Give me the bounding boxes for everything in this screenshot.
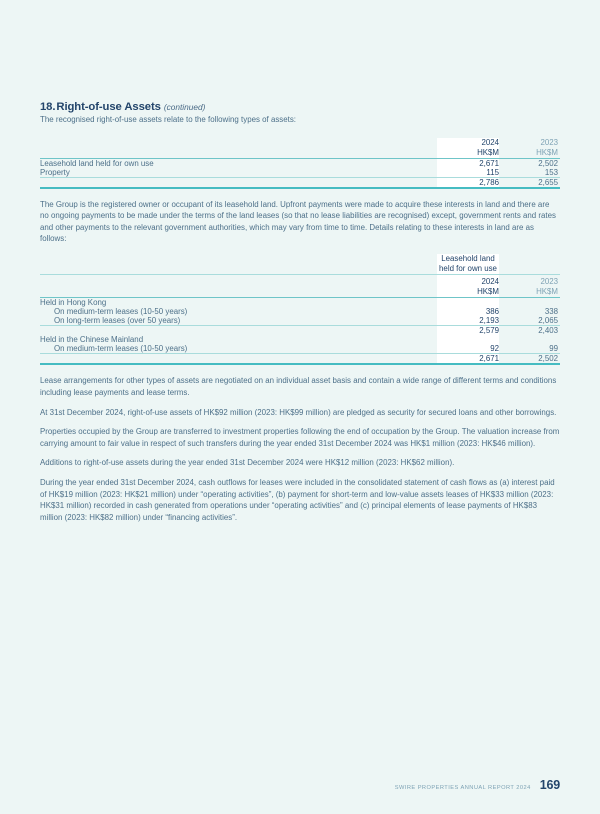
table1-header-blank [40,138,437,148]
right-of-use-assets-table [40,138,560,189]
table1-row1-2024: 115 [437,168,499,178]
table2-section1-heading: Held in the Chinese Mainland [40,335,144,345]
table2-s0-row1-2024: 2,193 [437,316,499,326]
table2-col-2024-year: 2024 [437,277,499,287]
note-title: Right-of-use Assets [56,101,161,113]
table1-unit-blank [40,148,437,159]
table2-col-2023-unit: HK$M [536,287,558,297]
leasehold-land-explanation [40,199,560,245]
table2-s0-row1-label: On long-term leases (over 50 years) [54,316,181,326]
table2-span-header-spill [499,254,560,264]
table1-total-2023: 2,655 [499,177,560,188]
page-title [40,0,560,114]
table2-section1-heading-2023 [499,335,560,344]
table2-total-label [40,354,437,365]
footer-report-title: SWIRE PROPERTIES ANNUAL REPORT 2024 [394,785,531,791]
table1-total-2024: 2,786 [437,177,499,188]
table2-total-2023: 2,502 [499,354,560,365]
table1-row0-label: Leasehold land held for own use [40,158,437,168]
paragraph-4: Additions to right-of-use assets during the year ended 31st December 2024 were HK$12 million (2023: HK$62 million). [40,458,455,468]
table2-span-header-row [40,254,560,264]
table1-total-row [40,177,560,188]
paragraph-1: Lease arrangements for other types of assets are negotiated on an individual asset basis and contain a wide range of different terms and conditions including lease payments and lease terms. [40,376,557,397]
table2-s0-row1-2023: 2,065 [538,316,558,326]
table2-section0-heading-2023 [499,298,560,308]
table2-s0-subtotal-2023: 2,403 [499,326,560,336]
table2-col-2024-unit: HK$M [437,287,499,298]
table-row [40,168,560,178]
table1-col-2024-year: 2024 [437,138,499,148]
leasehold-land-breakdown-table [40,254,560,365]
table2-span-blank2 [40,264,437,275]
table2-total-2024: 2,671 [437,354,499,365]
table1-col-2023-unit: HK$M [536,147,558,157]
table2-section1-heading-row [40,335,560,344]
table1-header-row [40,138,560,148]
table2-section1-heading-2024 [437,335,499,344]
table1-total-label [40,177,437,188]
table2-span-blank [40,254,437,264]
table1-row0-2023: 2,502 [499,158,560,168]
paragraph-2: At 31st December 2024, right-of-use assets of HK$92 million (2023: HK$99 million) are pledged as security for secured loans and other borrowings. [40,407,557,417]
table2-s0-subtotal-label [40,326,437,336]
table2-s1-row0-label: On medium-term leases (10-50 years) [54,344,188,354]
table-row [40,316,560,326]
table2-s1-row0-2024: 92 [437,344,499,354]
paragraph-5: During the year ended 31st December 2024, cash outflows for leases were included in the consolidated statement of cash flows as (a) interest paid of HK$19 million (2023: HK$21 million) under “operating activities”, (b) payment for short-term and low-value assets leases of HK$33 million (2023: HK$31 million) recorded in cash generated from operations under “operating activities” and (c) principal elements of lease payments of HK$83 million (2023: HK$82 million) under “financing activities”. [40,477,555,522]
table2-header-row [40,277,560,287]
page-footer [40,778,560,792]
table2-section0-heading-row [40,298,560,308]
table2-span-header-spill2 [499,264,560,275]
table2-s1-row0-2023: 99 [549,344,558,354]
table2-section0-heading: Held in Hong Kong [40,298,437,308]
table-row [40,307,560,316]
intro-paragraph: The recognised right-of-use assets relate to the following types of assets: [40,115,297,124]
table2-s0-subtotal-2024: 2,579 [437,326,499,336]
table2-section0-subtotal-row [40,326,560,336]
table2-col-2023-year: 2023 [540,277,558,287]
table-row [40,158,560,168]
table1-row1-label: Property [40,167,70,177]
table2-span-header-line2: held for own use [437,264,499,275]
table1-row0-2024: 2,671 [437,158,499,168]
note-continued-label: (continued) [163,102,206,112]
table2-section0-heading-2024 [437,298,499,308]
note-number: 18. [40,101,56,113]
table2-s0-row0-2023: 338 [544,307,558,317]
notes-paragraphs [40,375,560,523]
table2-span-header-line1: Leasehold land [437,254,499,264]
table1-unit-row [40,148,560,159]
table2-s0-row0-label: On medium-term leases (10-50 years) [54,307,188,317]
table1-col-2023-year: 2023 [540,137,558,147]
page-number: 169 [539,778,560,792]
table2-total-row [40,354,560,365]
table1-row1-2023: 153 [544,167,558,177]
paragraph-between: The Group is the registered owner or occupant of its leasehold land. Upfront payments were made to acquire these interests in land and there are no ongoing payments to be made under the terms of the land leases (so that no lease liabilities are recognised) except, government rents and rates and other payments to the relevant government authorities, which may vary from time to time. Details relating to these interests in land are as follows: [40,199,556,244]
paragraph-3: Properties occupied by the Group are transferred to investment properties following the end of occupation by the Group. The valuation increase from carrying amount to fair value in respect of such transfers during the year ended 31st December 2024 was HK$1 million (2023: HK$46 million). [40,427,560,448]
table2-unit-row [40,287,560,298]
table2-unit-blank [40,287,437,298]
table1-col-2024-unit: HK$M [437,148,499,159]
table2-header-blank [40,277,437,287]
table2-span-header-row2 [40,264,560,275]
table2-s0-row0-2024: 386 [437,307,499,316]
table-row [40,344,560,354]
